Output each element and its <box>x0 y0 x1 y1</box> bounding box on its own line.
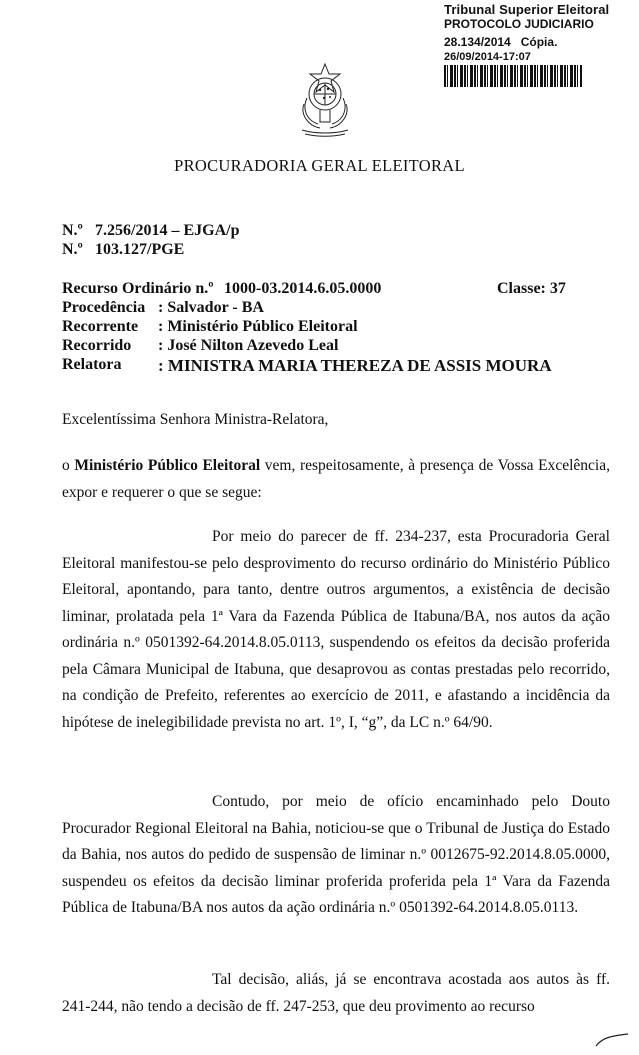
paragraph-1: Por meio do parecer de ff. 234-237, esta Procuradoria Geral Eleitoral manifestou-se pelo desprovimento do recurso ordinário do Ministério Público Eleitoral, apontando, para tanto, dentre outros argumentos, a existência de decisão liminar, prolatada pela 1ª Vara da Fazenda Pública de Itabuna/BA, nos autos da ação ordinária n.º 0501392-64.2014.8.05.0113, suspendendo os efeitos da decisão proferida pela Câmara Municipal de Itabuna, que desaprovou as contas prestadas pelo recorrido, na condição de Prefeito, referentes ao exercício de 2011, e afastando a incidência da hipótese de inelegibilidade prevista no art. 1º, I, “g”, da LC n.º 64/90. <box>62 528 610 731</box>
stamp-court: Tribunal Superior Eleitoral <box>444 2 610 17</box>
coat-of-arms-icon <box>290 60 360 140</box>
intro-pre: o <box>62 457 75 474</box>
case-row-value: : José Nilton Azevedo Leal <box>158 337 339 354</box>
case-row-label: Relatora <box>62 356 122 373</box>
salutation: Excelentíssima Senhora Ministra-Relatora, <box>62 411 329 428</box>
reference-value: 7.256/2014 – EJGA/p <box>95 222 240 239</box>
protocol-stamp <box>444 2 636 87</box>
reference-label: N.º <box>62 222 83 239</box>
classe-label: Classe: 37 <box>497 280 566 297</box>
case-row <box>62 356 582 375</box>
barcode-icon <box>444 65 582 87</box>
case-row-value: : MINISTRA MARIA THEREZA DE ASSIS MOURA <box>158 356 552 375</box>
case-row-label: Recorrido <box>62 337 132 354</box>
stamp-number-line <box>444 33 636 51</box>
case-row-label: Recorrente <box>62 318 139 335</box>
case-row <box>62 337 582 356</box>
page-title: PROCURADORIA GERAL ELEITORAL <box>174 156 465 175</box>
reference-line <box>62 222 240 240</box>
reference-label: N.º <box>62 241 83 258</box>
recurso-label: Recurso Ordinário n.º <box>62 280 214 297</box>
reference-line <box>62 241 185 259</box>
stamp-copy: Cópia. <box>520 35 558 49</box>
reference-value: 103.127/PGE <box>95 241 185 258</box>
stamp-number: 28.134/2014 <box>444 35 511 49</box>
case-row-label: Procedência <box>62 299 146 316</box>
case-row-value: : Ministério Público Eleitoral <box>158 318 358 335</box>
case-row-value: : Salvador - BA <box>158 299 264 316</box>
recurso-number: 1000-03.2014.6.05.0000 <box>224 280 382 297</box>
intro-post: vem, respeitosamente, à presença de Vossa Excelência, expor e requerer o que se segue: <box>62 457 610 501</box>
stamp-protocol: PROTOCOLO JUDICIARIO <box>444 17 594 31</box>
paragraph-2: Contudo, por meio de ofício encaminhado pelo Douto Procurador Regional Eleitoral na Bahia, noticiou-se que o Tribunal de Justiça do Estado da Bahia, nos autos do pedido de suspensão de liminar n.º 0012675-92.2014.8.05.0000, suspendeu os efeitos da decisão liminar proferida proferida pela 1ª Vara da Fazenda Pública de Itabuna/BA nos autos da ação ordinária n.º 0501392-64.2014.8.05.0113. <box>62 793 610 916</box>
intro-paragraph <box>62 453 610 506</box>
case-recurso-row <box>62 280 582 299</box>
signature-mark-icon <box>594 1030 630 1050</box>
stamp-datetime: 26/09/2014-17:07 <box>444 51 531 63</box>
case-row <box>62 318 582 337</box>
paragraph-3: Tal decisão, aliás, já se encontrava acostada aos autos às ff. 241-244, não tendo a decisão de ff. 247-253, que deu provimento ao recurso <box>62 971 610 1015</box>
case-row <box>62 299 582 318</box>
case-info <box>62 280 582 375</box>
intro-bold: Ministério Público Eleitoral <box>74 457 261 474</box>
